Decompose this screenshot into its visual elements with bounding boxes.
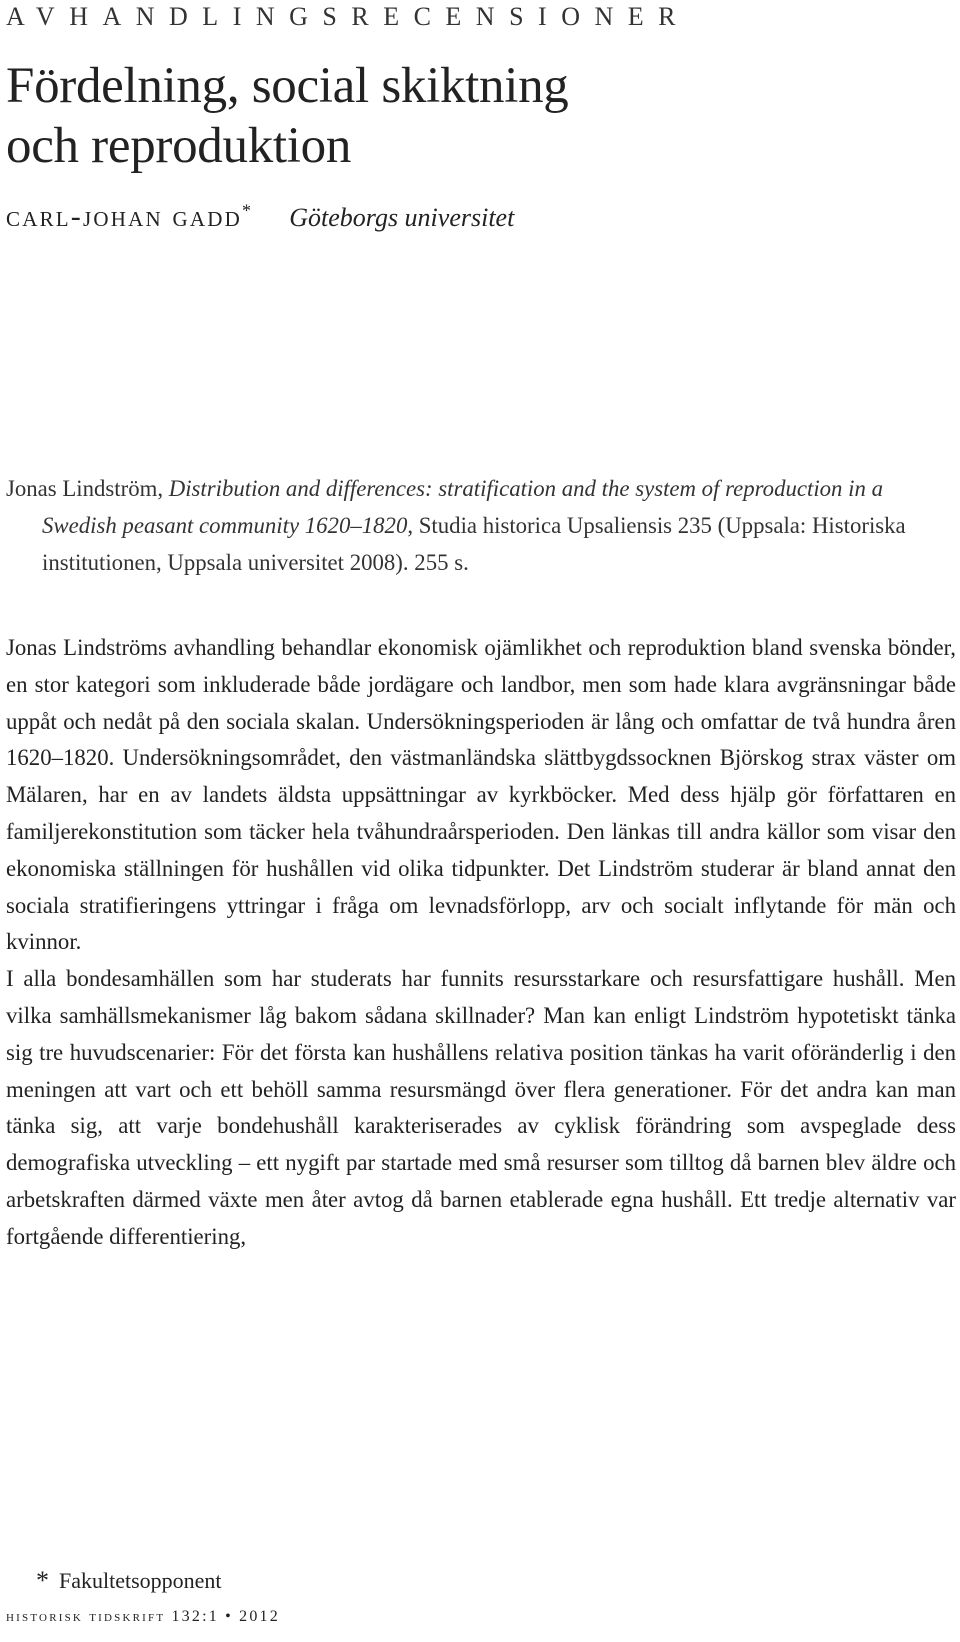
reference-title: Distribution and differences: stratification and the system of reproduction in a Swedish peasant community 1620–1820	[42, 476, 883, 538]
article-title-line2: och reproduktion	[6, 118, 352, 174]
journal-footer: historisk tidskrift 132:1 • 2012	[6, 1608, 280, 1625]
footnote-text: Fakultetsopponent	[59, 1568, 222, 1593]
footnote-mark: *	[36, 1566, 49, 1595]
article-title-line1: Fördelning, social skiktning	[6, 58, 569, 114]
author-name: carl-johan gadd	[6, 200, 242, 233]
article-body	[6, 630, 956, 1256]
paragraph: I alla bondesamhällen som har studerats har funnits resursstarkare och resursfattigare hushåll. Men vilka samhällsmekanismer låg bakom sådana skillnader? Man kan enligt Lindström hypotetiskt tänka sig tre huvudscenarier: För det första kan hushållens relativa position tänkas ha varit oföränderlig i den meningen att vart och ett behöll samma resursmängd över flera generationer. För det andra kan man tänka sig, att varje bondehushåll karakteriserades av cyklisk förändring som avspeglade dess demografiska utveckling – ett nygift par startade med små resurser som tilltog då barnen blev äldre och arbetskraften därmed växte men åter avtog då barnen etablerade egna hushåll. Ett tredje alternativ var fortgående differentiering,	[6, 966, 956, 1249]
reference-author: Jonas Lindström,	[6, 476, 169, 501]
author-affiliation: Göteborgs universitet	[289, 203, 515, 232]
reference-details: , Studia historica Upsaliensis 235 (Uppsala: Historiska institutionen, Uppsala universitet 2008). 255 s.	[42, 513, 906, 575]
paragraph: Jonas Lindströms avhandling behandlar ekonomisk ojämlikhet och reproduktion bland svenska bönder, en stor kategori som inkluderade både jordägare och landbor, men som hade klara avgränsningar både uppåt och nedåt på den sociala skalan. Undersökningsperioden är lång och omfattar de två hundra åren 1620–1820. Undersökningsområdet, den västmanländska slättbygdssocknen Björskog strax väster om Mälaren, har en av landets äldsta uppsättningar av kyrkböcker. Med dess hjälp gör författaren en familjerekonstitution som täcker hela tvåhundraårsperioden. Den länkas till andra källor som visar den ekonomiska ställningen för hushållen vid olika tidpunkter. Det Lindström studerar är bland annat den sociala stratifieringens yttringar i fråga om levnadsförlopp, arv och socialt inflytande för män och kvinnor.	[6, 635, 956, 955]
article-title	[6, 56, 569, 176]
byline	[6, 202, 514, 234]
section-label: AVHANDLINGSRECENSIONER	[6, 2, 690, 31]
book-reference	[6, 470, 956, 581]
footnote	[36, 1566, 222, 1596]
article-page	[6, 0, 954, 1642]
author-footnote-mark: *	[242, 200, 251, 221]
